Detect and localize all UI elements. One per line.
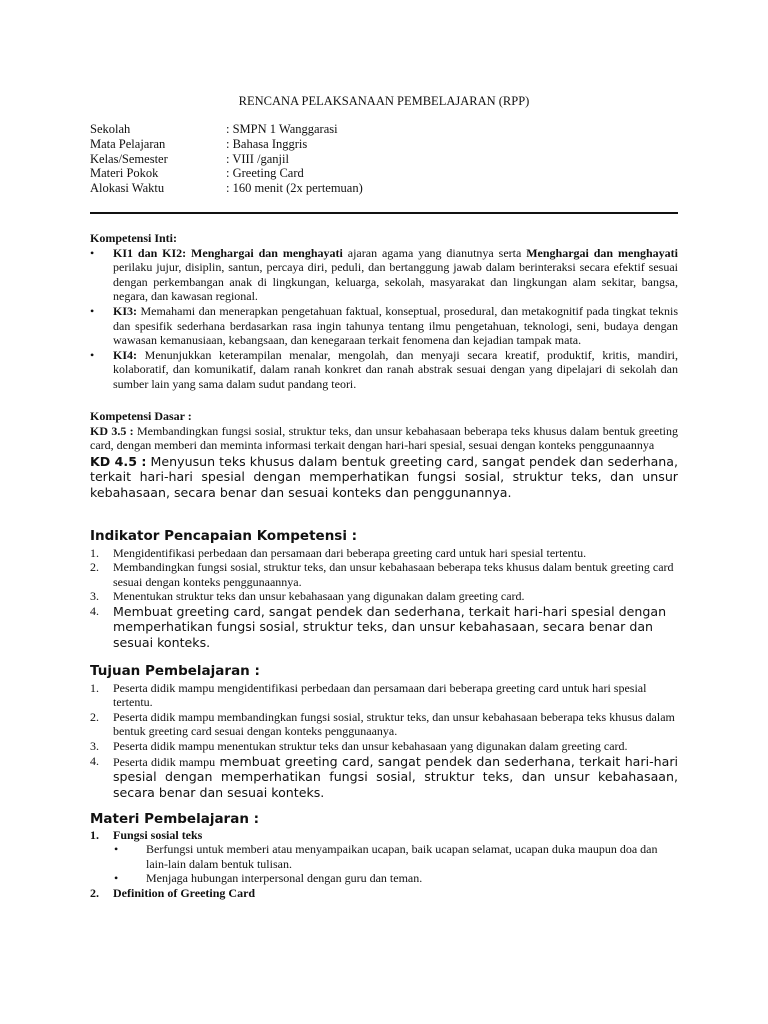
indikator-heading: Indikator Pencapaian Kompetensi :: [90, 528, 358, 544]
identity-row: [90, 166, 363, 181]
list-item: [90, 871, 678, 886]
ki-text: ajaran agama yang dianutnya serta: [342, 245, 527, 260]
bullet-icon: •: [90, 303, 95, 318]
kd-text: Menyusun teks khusus dalam bentuk greeting card, sangat pendek dan sederhana, terkait hari-hari spesial dengan memperhatikan fungsi sosial, struktur teks, dan unsur kebahasaan, secara benar dan sesuai konteks dan penggunannya.: [90, 453, 679, 500]
identity-row: [90, 181, 363, 196]
item-number: 2.: [90, 709, 99, 724]
ki-label: KI4:: [113, 347, 137, 362]
materi-subheading: [90, 828, 678, 843]
list-item: [90, 589, 678, 604]
list-item: [90, 842, 678, 871]
kd-label: KD 4.5 :: [90, 453, 147, 469]
kd-4-5: [90, 454, 678, 500]
identity-row: [90, 137, 363, 152]
identity-row: [90, 122, 363, 137]
item-text: Mengidentifikasi perbedaan dan persamaan dari beberapa greeting card untuk hari spesial tertentu.: [113, 545, 587, 560]
item-text: Membandingkan fungsi sosial, struktur teks, dan unsur kebahasaan beberapa teks khusus dalam bentuk greeting card sesuai dengan konteks penggunaannya.: [113, 560, 674, 589]
ki-text: Memahami dan menerapkan pengetahuan faktual, konseptual, prosedural, dan metakognitif pada tingkat teknis dan spesifik sederhana berdasarkan rasa ingin tahunya tentang ilmu pengetahuan, teknologi, seni, budaya dengan wawasan kemanusiaan, kebangsaan, dan kenegaraan terkait fenomena dan kejadian tampak mata.: [113, 303, 678, 348]
kompetensi-dasar-section: [90, 409, 678, 500]
identity-key: Kelas/Semester: [90, 151, 168, 166]
item-text: Menentukan struktur teks dan unsur kebahasaan yang digunakan dalam greeting card.: [113, 589, 525, 604]
bullet-icon: •: [90, 245, 95, 260]
tujuan-heading: Tujuan Pembelajaran :: [90, 663, 260, 679]
identity-value: : VIII /ganjil: [226, 151, 289, 166]
ki-label: Menghargai dan menghayati: [526, 245, 679, 260]
identity-block: [90, 122, 363, 196]
item-number: 4.: [90, 753, 99, 768]
ki-text: perilaku jujur, disiplin, santun, percaya diri, peduli, dan bertanggung jawab dalam berinteraksi secara efektif sesuai dengan perkembangan anak di lingkungan, keluarga, sekolah, masyarakat dan lingkungan alam sekitar, bangsa, negara, dan kawasan regional.: [113, 260, 678, 304]
indikator-section: [90, 529, 678, 650]
list-item: [90, 739, 678, 754]
ki-item: [90, 348, 678, 392]
item-number: 1.: [90, 545, 99, 560]
ki-label: KI1 dan KI2: Menghargai dan menghayati: [113, 245, 343, 260]
item-text: Definition of Greeting Card: [113, 885, 256, 900]
document-title: RENCANA PELAKSANAAN PEMBELAJARAN (RPP): [238, 94, 530, 108]
identity-value: : SMPN 1 Wanggarasi: [226, 122, 338, 136]
tujuan-section: [90, 664, 678, 800]
list-item: [90, 754, 678, 801]
item-number: 2.: [90, 560, 99, 575]
item-text: Menjaga hubungan interpersonal dengan guru dan teman.: [146, 871, 423, 886]
kd-text: Membandingkan fungsi sosial, struktur teks, dan unsur kebahasaan beberapa teks khusus dalam bentuk greeting card, dengan memberi dan meminta informasi terkait dengan hari-hari spesial, sesuai dengan konteks penggunaannya: [90, 423, 678, 453]
item-number: 3.: [90, 738, 99, 753]
item-text: Peserta didik mampu membandingkan fungsi sosial, struktur teks, dan unsur kebahasaan beberapa teks khusus dalam bentuk greeting card sesuai dengan konteks penggunaanya.: [113, 709, 675, 739]
identity-value: : Bahasa Inggris: [226, 136, 308, 151]
item-number: 4.: [90, 603, 99, 618]
item-text: Peserta didik mampu: [113, 754, 216, 769]
identity-key: Sekolah: [90, 122, 131, 136]
list-item: [90, 681, 678, 710]
identity-row: [90, 152, 363, 167]
ki-text: Menunjukkan keterampilan menalar, mengolah, dan menyaji secara kreatif, produktif, kritis, mandiri, kolaboratif, dan komunikatif, dalam ranah konkret dan ranah abstrak sesuai dengan yang dipelajari di sekolah dan sumber lain yang sama dalam sudut pandang teori.: [113, 347, 678, 391]
bullet-icon: •: [114, 871, 119, 886]
item-text-large: membuat greeting card, sangat pendek dan sederhana, terkait hari-hari spesial dengan memperhatikan fungsi sosial, struktur teks, dan unsur kebahasaan, secara benar dan sesuai konteks.: [113, 753, 678, 800]
identity-value: : Greeting Card: [226, 166, 304, 181]
identity-value: : 160 menit (2x pertemuan): [226, 181, 363, 196]
item-text: Berfungsi untuk memberi atau menyampaikan ucapan, baik ucapan selamat, ucapan duka maupun doa dan lain-lain dalam bentuk tulisan.: [146, 842, 658, 871]
kd-label: KD 3.5 :: [90, 423, 134, 438]
ki-label: KI3:: [113, 303, 137, 318]
list-item: [90, 710, 678, 739]
item-text: Peserta didik mampu menentukan struktur teks dan unsur kebahasaan yang digunakan dalam greeting card.: [113, 738, 628, 753]
list-item: [90, 604, 678, 650]
ki-item: [90, 304, 678, 348]
bullet-icon: •: [90, 347, 95, 362]
identity-key: Mata Pelajaran: [90, 136, 166, 151]
item-number: 3.: [90, 589, 99, 604]
item-number: 1.: [90, 827, 99, 842]
item-number: 1.: [90, 680, 99, 695]
materi-section: [90, 812, 678, 901]
item-text: Membuat greeting card, sangat pendek dan sederhana, terkait hari-hari spesial dengan memperhatikan fungsi sosial, struktur teks, dan unsur kebahasaan, secara benar dan sesuai konteks.: [113, 603, 667, 650]
bullet-icon: •: [114, 842, 119, 857]
kompetensi-inti-heading: Kompetensi Inti:: [90, 231, 177, 245]
identity-key: Alokasi Waktu: [90, 181, 165, 196]
list-item: [90, 546, 678, 561]
kompetensi-dasar-heading: Kompetensi Dasar :: [90, 409, 192, 423]
item-number: 2.: [90, 885, 99, 900]
horizontal-divider: [90, 212, 678, 214]
materi-subheading: [90, 886, 678, 901]
ki-item: [90, 246, 678, 304]
identity-key: Materi Pokok: [90, 166, 159, 181]
item-text: Peserta didik mampu mengidentifikasi perbedaan dan persamaan dari beberapa greeting card untuk hari spesial tertentu.: [113, 680, 647, 710]
kd-3-5: [90, 424, 678, 453]
item-text: Fungsi sosial teks: [113, 827, 203, 842]
materi-heading: Materi Pembelajaran :: [90, 811, 260, 827]
kompetensi-inti-section: [90, 231, 678, 392]
list-item: [90, 560, 678, 589]
